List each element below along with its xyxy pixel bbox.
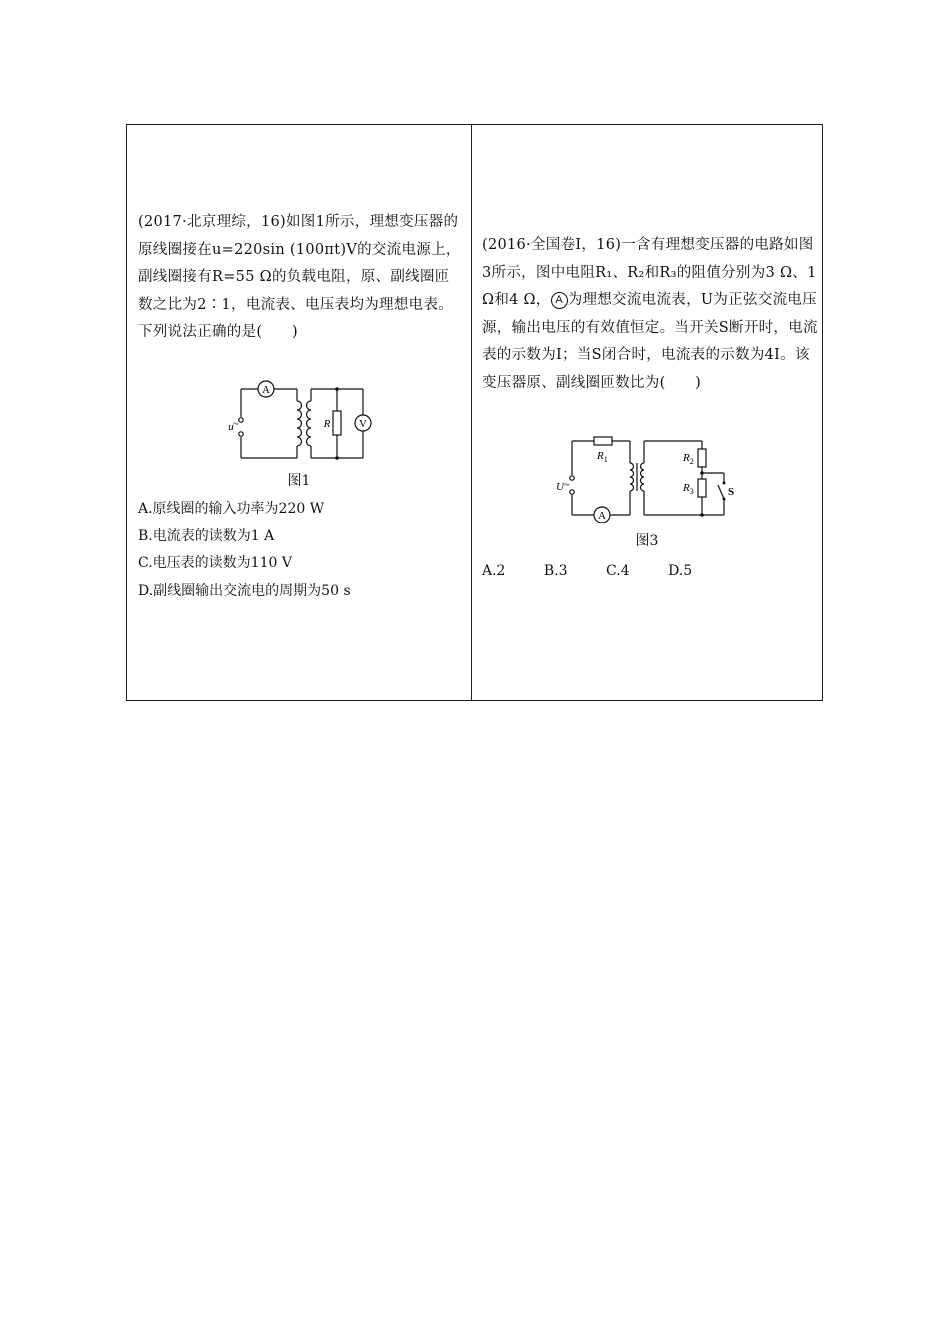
option-d-right: D.5 bbox=[668, 563, 693, 579]
ac-tilde: ~ bbox=[233, 419, 239, 430]
voltmeter-label: V bbox=[359, 418, 367, 430]
source-label: u bbox=[228, 421, 234, 433]
stem-right-part1: (2016·全国卷Ⅰ，16)一含有理想变压器的电路如图3所示，图中电阻R₁、R₂和R₃的阻值分别为3 Ω、1 Ω和4 Ω， bbox=[482, 237, 817, 308]
option-a-left: A.原线圈的输入功率为220 W bbox=[138, 501, 325, 517]
option-c-left: C.电压表的读数为110 V bbox=[138, 555, 292, 571]
question-cell-right bbox=[472, 125, 822, 700]
ammeter-label: A bbox=[262, 384, 270, 396]
question-cell-left bbox=[127, 125, 471, 700]
stem-right-part2: 为理想交流电流表，U为正弦交流电压源，输出电压的有效值恒定。当开关S断开时，电流表的示数为I；当S闭合时，电流表的示数为4I。该变压器原、副线圈匝数比为( ) bbox=[482, 292, 818, 391]
figure-1-caption: 图1 bbox=[287, 473, 311, 489]
ammeter-symbol: A bbox=[551, 292, 568, 309]
option-d-left: D.副线圈输出交流电的周期为50 s bbox=[138, 583, 351, 599]
ammeter-label-fig3: A bbox=[598, 510, 606, 522]
switch-label: S bbox=[728, 486, 734, 498]
options-right bbox=[482, 561, 726, 581]
question-stem-right bbox=[482, 232, 818, 397]
r1-label: $R_1$ bbox=[597, 450, 608, 464]
circuit-figure-1 bbox=[227, 377, 377, 463]
r3-label: $R_3$ bbox=[683, 482, 694, 496]
option-b-right: B.3 bbox=[543, 563, 568, 579]
question-stem-left: (2017·北京理综，16)如图1所示，理想变压器的原线圈接在u=220sin (100πt)V的交流电源上，副线圈接有R=55 Ω的负载电阻，原、副线圈匝数之比为2∶1，电流表、电压表均为理想电表。下列说法正确的是( ) bbox=[138, 214, 461, 340]
r2-label: $R_2$ bbox=[683, 452, 694, 466]
circuit-figure-3 bbox=[552, 433, 734, 523]
source-label-fig3: U bbox=[556, 481, 564, 493]
option-c-right: C.4 bbox=[606, 563, 630, 579]
question-table bbox=[126, 124, 823, 701]
figure-3-caption: 图3 bbox=[635, 533, 659, 549]
option-b-left: B.电流表的读数为1 A bbox=[138, 528, 275, 544]
ac-tilde-fig3: ~ bbox=[564, 480, 570, 491]
option-a-right: A.2 bbox=[482, 563, 506, 579]
resistor-label: R bbox=[323, 418, 331, 430]
